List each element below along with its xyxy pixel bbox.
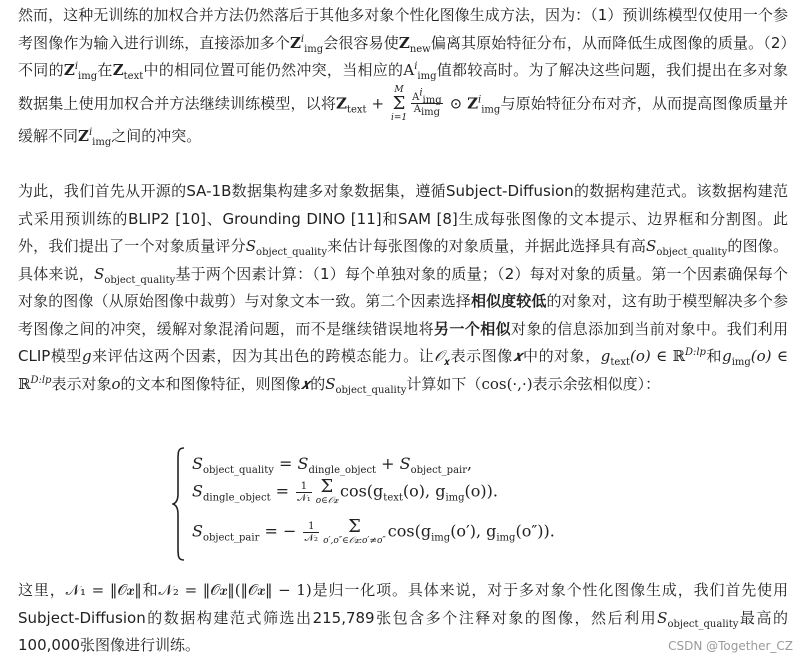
fraction: $\frac{A^i_{img}}{A_{img}}$ <box>412 87 442 118</box>
paragraph-3: 这里，𝒩₁ = ‖𝒪𝒙‖和𝒩₂ = ‖𝒪𝒙‖(‖𝒪𝒙‖ − 1)是归一化项。具体来说，对于多对象个性化图像生成，我们首先使用Subject-Diffusion的数据构建范式筛选出215,789张包含多个注释对象的图像，然后利用$S_{object\_quality}$最高的100,000张图像进行训练。 <box>18 581 788 654</box>
bold-text-another-similar: 另一个相似 <box>434 319 512 338</box>
equation-line-1: $S_{object\_quality} = S_{dingle\_object} + S_{object\_pair}$, <box>192 454 473 477</box>
equation-line-2: $S_{dingle\_object}$ = $\frac{1}{\text{𝒩₁}}$ Σ o∈𝒪𝒙 $\cos(g_{text}(o)$, $g_{img}(o)$). <box>192 476 498 506</box>
sum-operator: M Σ i=1 <box>390 84 408 123</box>
left-brace <box>172 446 186 562</box>
equation-line-3: $S_{object\_pair}$ = − $\frac{1}{\text{𝒩₂}}$ Σ o′,o″∈𝒪𝒙:o′≠o″ $\cos(g_{img}(o')$, $g_{img}(o'')$). <box>192 516 555 546</box>
object-quality-equation <box>172 446 652 564</box>
bold-text-low-similarity: 相似度较低 <box>470 292 547 310</box>
csdn-watermark: CSDN @Together_CZ <box>668 639 793 653</box>
paragraph-1: 然而，这种无训练的加权合并方法仍然落后于其他多对象个性化图像生成方法，因为：（1）预训练模型仅使用一个参考图像作为输入进行训练，直接添加多个$Z^i_{img}$会很容易使$Z_{new}$偏离其原始特征分布，从而降低生成图像的质量。（2）不同的$Z^i_{img}$在$Z_{text}$中的相同位置可能仍然冲突，当相应的$A^i_{img}$值都较高时。为了解决这些问题，我们提出在多对象数据集上使用加权合并方法继续训练模型，以将$Z_{text}$ + M Σ i=1 $\frac{A^i_{img}}{A_{img}}$ ⊙ $Z^i_{img}$与原始特征分布对齐，从而提高图像质量并缓解不同$Z^i_{img}$之间的冲突。 <box>18 6 788 148</box>
paragraph-2: 为此，我们首先从开源的SA-1B数据集构建多对象数据集，遵循Subject-Diffusion的数据构建范式。该数据构建范式采用预训练的BLIP2 [10]、Grounding DINO [11]和SAM [8]生成每张图像的文本提示、边界框和分割图。此外，我们提出了一个对象质量评分$S_{object\_quality}$来估计每张图像的对象质量，并据此选择具有高$S_{object\_quality}$的图像。具体来说，$S_{object\_quality}$基于两个因素计算：（1）每个单独对象的质量；（2）每对对象的质量。第一个因素确保每个对象的图像（从原始图像中裁剪）与对象文本一致。第二个因素选择相似度较低的对象对，这有助于模型解决多个参考图像之间的冲突，缓解对象混淆问题，而不是继续错误地将另一个相似对象的信息添加到当前对象中。我们利用CLIP模型g来评估这两个因素，因为其出色的跨模态能力。让𝒪$_𝒙$表示图像𝒙中的对象，$g_{text}(o)$ ∈ ℝ$^{D:lp}$和$g_{img}(o)$ ∈ ℝ$^{D:lp}$表示对象o的文本和图像特征，则图像𝒙的$S_{object\_quality}$计算如下（cos(·,·)表示余弦相似度）： <box>18 182 788 396</box>
